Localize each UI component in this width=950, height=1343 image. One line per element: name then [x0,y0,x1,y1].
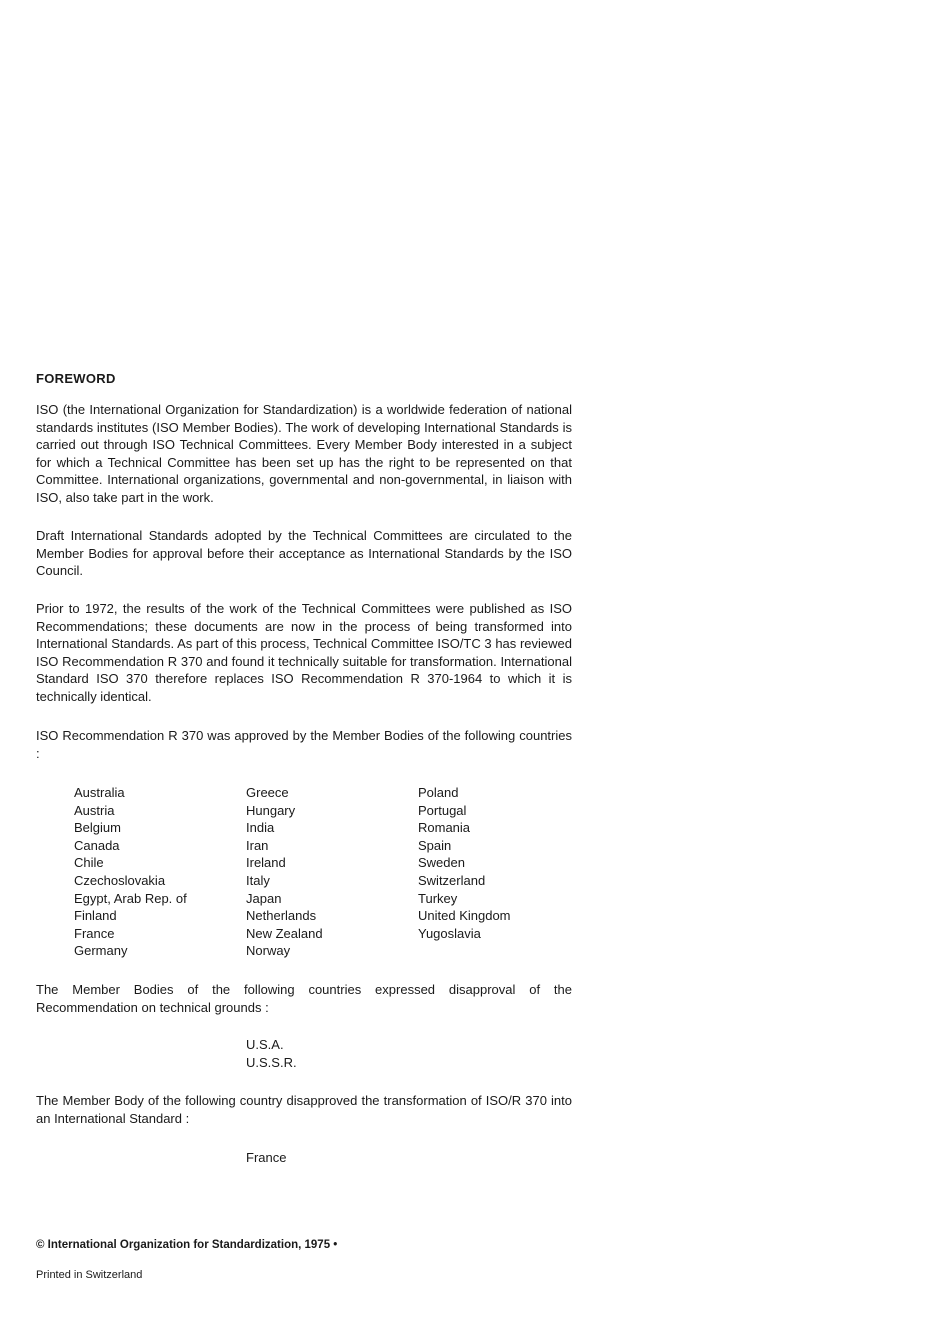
paragraph-approval: ISO Recommendation R 370 was approved by the Member Bodies of the following countries : [36,728,572,761]
list-item: Greece [246,785,289,800]
list-item: Italy [246,872,270,888]
list-item: Egypt, Arab Rep. of [74,890,187,906]
countries-column-2 [246,784,418,960]
list-item: France [246,1150,287,1165]
paragraph-iso-intro: ISO (the International Organization for Standardization) is a worldwide federation of national standards institutes (ISO Member Bodies). The work of developing International Standards is carried out through ISO Technical Committees. Every Member Body interested in a subject for which a Technical Committee has been set up has the right to be represented on that Committee. International organizations, governmental and non-governmental, in liaison with ISO, also take part in the work. [36,402,572,505]
list-item: Austria [74,802,115,818]
disapproving-countries-list [246,1036,297,1071]
list-item: India [246,820,275,836]
list-item: France [74,925,115,941]
list-item: U.S.S.R. [246,1054,297,1070]
list-item: Canada [74,837,120,853]
transformation-country [246,1149,286,1167]
list-item: Yugoslavia [418,925,481,941]
list-item: Chile [74,855,104,871]
list-item: Norway [246,943,291,959]
paragraph-disapproval: The Member Bodies of the following countries expressed disapproval of the Recommendation on technical grounds : [36,982,572,1015]
printed-in-notice: Printed in Switzerland [36,1269,143,1281]
list-item: Netherlands [246,908,317,924]
list-item: Sweden [418,855,465,871]
list-item: Finland [74,908,117,924]
list-item: Belgium [74,820,121,836]
paragraph-draft-standards: Draft International Standards adopted by the Technical Committees are circulated to the Member Bodies for approval before their acceptance as International Standards by the ISO Council. [36,528,572,579]
approving-countries-list [74,784,590,960]
list-item: Iran [246,837,269,853]
list-item: Portugal [418,802,467,818]
countries-column-3 [418,784,590,960]
list-item: United Kingdom [418,908,511,924]
list-item: Poland [418,785,459,800]
foreword-heading: FOREWORD [36,371,116,386]
list-item: Czechoslovakia [74,872,166,888]
list-item: Romania [418,820,471,836]
list-item: Spain [418,837,452,853]
paragraph-transformation-disapproval: The Member Body of the following country disapproved the transformation of ISO/R 370 into an International Standard : [36,1093,572,1126]
list-item: Switzerland [418,872,486,888]
list-item: U.S.A. [246,1037,284,1052]
list-item: New Zealand [246,925,323,941]
list-item: Turkey [418,890,458,906]
list-item: Japan [246,890,282,906]
list-item: Germany [74,943,128,959]
countries-column-1 [74,784,246,960]
list-item: Hungary [246,802,296,818]
list-item: Ireland [246,855,286,871]
list-item: Australia [74,785,125,800]
paragraph-transformation: Prior to 1972, the results of the work of the Technical Committees were published as ISO Recommendations; these documents are now in the process of being transformed into International Standards. As part of this process, Technical Committee ISO/TC 3 has reviewed ISO Recommendation R 370 and found it technically suitable for transformation. International Standard ISO 370 therefore replaces ISO Recommendation R 370-1964 to which it is technically identical. [36,601,572,704]
copyright-notice: © International Organization for Standardization, 1975 • [36,1239,338,1251]
